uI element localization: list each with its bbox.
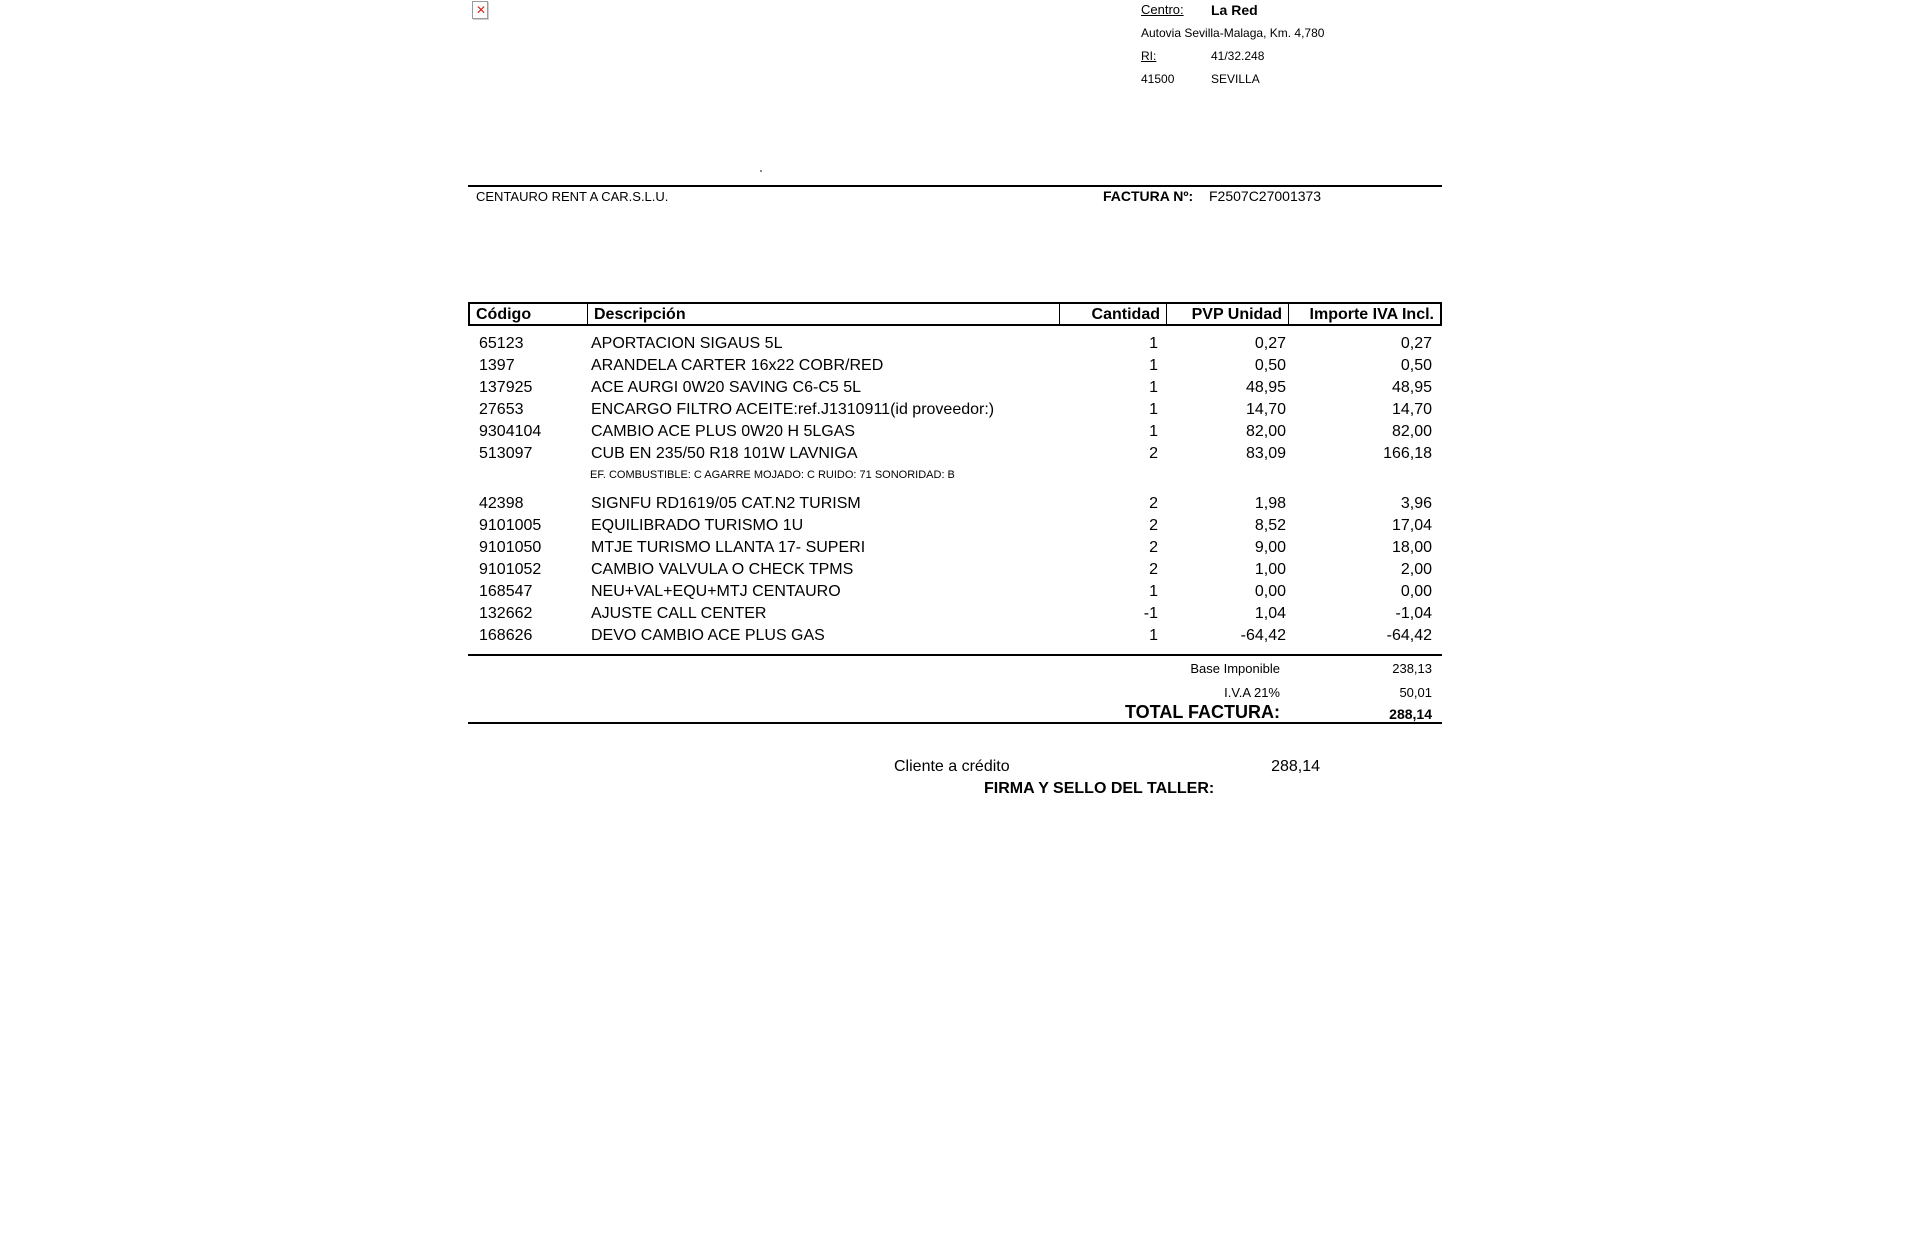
ri-value: 41/32.248 <box>1211 49 1265 63</box>
row-amount: 0,00 <box>1400 583 1432 600</box>
credit-value: 288,14 <box>1271 758 1320 775</box>
table-row <box>468 515 1442 537</box>
table-row <box>468 377 1442 399</box>
row-quantity: 1 <box>1149 583 1158 600</box>
row-unit-price: -64,42 <box>1240 627 1286 644</box>
row-code: 9101005 <box>479 517 542 534</box>
row-unit-price: 1,98 <box>1254 495 1286 512</box>
credit-label: Cliente a crédito <box>894 758 1010 775</box>
row-amount: 0,50 <box>1400 357 1432 374</box>
vat-label: I.V.A 21% <box>1224 685 1280 700</box>
row-unit-price: 83,09 <box>1245 445 1286 462</box>
row-code: 1397 <box>479 357 515 374</box>
row-description: CAMBIO VALVULA O CHECK TPMS <box>591 561 854 578</box>
table-row <box>468 399 1442 421</box>
row-quantity: 1 <box>1149 627 1158 644</box>
row-amount: 17,04 <box>1391 517 1432 534</box>
row-code: 9101050 <box>479 539 542 556</box>
row-description: ARANDELA CARTER 16x22 COBR/RED <box>591 357 884 374</box>
row-amount: 166,18 <box>1383 445 1432 462</box>
totals-bottom-divider <box>468 722 1442 724</box>
table-row <box>468 625 1442 647</box>
row-quantity: 1 <box>1149 423 1158 440</box>
row-description: EQUILIBRADO TURISMO 1U <box>591 517 804 534</box>
company-name: CENTAURO RENT A CAR.S.L.U. <box>476 189 669 204</box>
row-code: 65123 <box>479 335 524 352</box>
row-unit-price: 0,00 <box>1254 583 1286 600</box>
row-description: CAMBIO ACE PLUS 0W20 H 5LGAS <box>591 423 856 440</box>
table-row <box>468 421 1442 443</box>
vat-value: 50,01 <box>1399 685 1432 700</box>
row-quantity: 2 <box>1149 495 1158 512</box>
row-code: 27653 <box>479 401 524 418</box>
table-row <box>468 559 1442 581</box>
broken-image-icon <box>472 1 488 19</box>
center-name: La Red <box>1211 2 1258 18</box>
table-row <box>468 537 1442 559</box>
table-row <box>468 443 1442 465</box>
stray-dot <box>760 170 762 172</box>
row-description: CUB EN 235/50 R18 101W LAVNIGA <box>591 445 858 462</box>
header-code: Código <box>476 306 532 323</box>
row-description: SIGNFU RD1619/05 CAT.N2 TURISM <box>591 495 861 512</box>
row-unit-price: 8,52 <box>1254 517 1286 534</box>
table-row <box>468 355 1442 377</box>
row-unit-price: 14,70 <box>1245 401 1286 418</box>
header-divider <box>468 185 1442 187</box>
postal-code: 41500 <box>1141 72 1175 86</box>
row-amount: 14,70 <box>1391 401 1432 418</box>
row-amount: 82,00 <box>1391 423 1432 440</box>
header-amount: Importe IVA Incl. <box>1288 304 1440 324</box>
header-quantity: Cantidad <box>1059 304 1166 324</box>
total-label: TOTAL FACTURA: <box>1125 702 1280 722</box>
table-row <box>468 333 1442 355</box>
row-amount: 3,96 <box>1400 495 1432 512</box>
row-unit-price: 9,00 <box>1254 539 1286 556</box>
row-quantity: 2 <box>1149 539 1158 556</box>
row-description: ENCARGO FILTRO ACEITE:ref.J1310911(id proveedor:) <box>591 401 995 418</box>
row-amount: 18,00 <box>1391 539 1432 556</box>
table-row <box>468 581 1442 603</box>
row-amount: -64,42 <box>1386 627 1432 644</box>
row-quantity: 1 <box>1149 335 1158 352</box>
row-code: 42398 <box>479 495 524 512</box>
table-row <box>468 603 1442 625</box>
center-label: Centro: <box>1141 2 1184 17</box>
table-body <box>468 333 1442 647</box>
city: SEVILLA <box>1211 72 1260 86</box>
row-code: 513097 <box>479 445 533 462</box>
row-description: NEU+VAL+EQU+MTJ CENTAURO <box>591 583 841 600</box>
row-code: 9101052 <box>479 561 542 578</box>
row-description: DEVO CAMBIO ACE PLUS GAS <box>591 627 825 644</box>
broken-image-glyph: ✕ <box>476 3 487 17</box>
row-description: ACE AURGI 0W20 SAVING C6-C5 5L <box>591 379 862 396</box>
row-quantity: 2 <box>1149 517 1158 534</box>
invoice-number: F2507C27001373 <box>1209 188 1322 204</box>
base-label: Base Imponible <box>1190 661 1280 676</box>
center-address: Autovia Sevilla-Malaga, Km. 4,780 <box>1141 26 1325 40</box>
header-description: Descripción <box>587 304 1059 324</box>
totals-top-divider <box>468 654 1442 656</box>
row-quantity: 1 <box>1149 379 1158 396</box>
row-description: MTJE TURISMO LLANTA 17- SUPERI <box>591 539 866 556</box>
row-code: 137925 <box>479 379 533 396</box>
total-value: 288,14 <box>1389 706 1432 722</box>
ri-label: RI: <box>1141 49 1157 63</box>
row-amount: 2,00 <box>1400 561 1432 578</box>
row-code: 168547 <box>479 583 533 600</box>
row-unit-price: 0,27 <box>1254 335 1286 352</box>
row-code: 9304104 <box>479 423 542 440</box>
row-amount: 0,27 <box>1400 335 1432 352</box>
row-unit-price: 0,50 <box>1254 357 1286 374</box>
row-unit-price: 82,00 <box>1245 423 1286 440</box>
base-value: 238,13 <box>1392 661 1432 676</box>
header-unit-price: PVP Unidad <box>1166 304 1288 324</box>
row-code: 132662 <box>479 605 533 622</box>
table-row <box>468 493 1442 515</box>
row-unit-price: 1,00 <box>1254 561 1286 578</box>
row-quantity: 1 <box>1149 401 1158 418</box>
row-quantity: 2 <box>1149 561 1158 578</box>
row-amount: -1,04 <box>1395 605 1432 622</box>
signature-label: FIRMA Y SELLO DEL TALLER: <box>984 780 1215 797</box>
row-quantity: 2 <box>1149 445 1158 462</box>
row-description: AJUSTE CALL CENTER <box>591 605 767 622</box>
row-description: APORTACION SIGAUS 5L <box>591 335 783 352</box>
tire-label-note: EF. COMBUSTIBLE: C AGARRE MOJADO: C RUIDO: 71 SONORIDAD: B <box>590 469 955 481</box>
row-amount: 48,95 <box>1391 379 1432 396</box>
row-unit-price: 48,95 <box>1245 379 1286 396</box>
row-quantity: -1 <box>1143 605 1158 622</box>
table-header <box>468 302 1442 326</box>
row-unit-price: 1,04 <box>1254 605 1286 622</box>
row-quantity: 1 <box>1149 357 1158 374</box>
row-code: 168626 <box>479 627 533 644</box>
invoice-label: FACTURA Nº: <box>1103 188 1194 204</box>
